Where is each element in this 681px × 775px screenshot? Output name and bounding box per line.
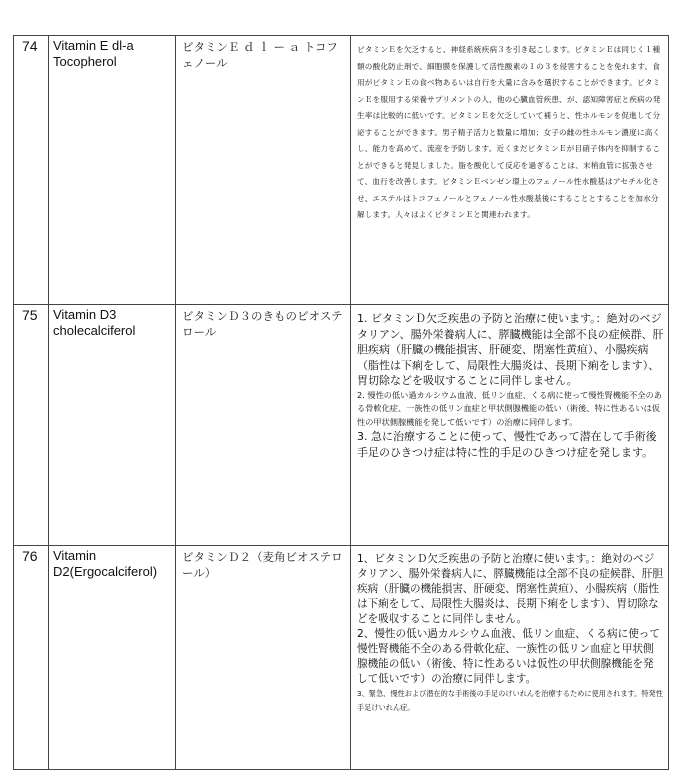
row-number: 76 [14, 546, 49, 770]
japanese-name: ビタミンＤ２（麦角ビオステロール） [176, 546, 351, 770]
description-paragraph: 1. ビタミンＤ欠乏疾患の予防と治療に使います。：絶対のベジタリアン、腸外栄養病人に、膵臓機能は全部不良の症候群、肝胆疾病（肝臓の機能損害、肝硬変、閉塞性黄疸）、小腸疾病（脂性は下痢をして、局限性大腸炎は、長期下痢をします）、胃切除などを吸収することに同伴しません。 [357, 312, 664, 387]
row-number: 74 [14, 36, 49, 305]
description-paragraph: 1、ビタミンＤ欠乏疾患の予防と治療に使います。：絶対のベジタリアン、腸外栄養病人に、膵臓機能は全部不良の症候群、肝胆疾病（肝臓の機能損害、肝硬変、閉塞性黄疸）、小腸疾病（脂性は下痢をして、局限性大腸炎は、長期下痢をします）、胃切除などを吸収することに同伴しません。 [357, 553, 663, 625]
description-cell [351, 546, 669, 770]
japanese-name: ビタミンＤ３のきものビオステロール [176, 305, 351, 546]
table-row [14, 36, 669, 305]
english-name: Vitamin D3 cholecalciferol [49, 305, 176, 546]
english-name: Vitamin D2(Ergocalciferol) [49, 546, 176, 770]
description-cell [351, 305, 669, 546]
japanese-name: ビタミンＥ ｄ ｌ ー ａ トコフェノール [176, 36, 351, 305]
table-row [14, 305, 669, 546]
description-paragraph: 3、緊急、慢性および潜在的な手術後の手足のけいれんを治療するために使用されます。特発性手足けいれん症。 [357, 689, 663, 712]
description-cell [351, 36, 669, 305]
row-number: 75 [14, 305, 49, 546]
vitamin-table [13, 35, 669, 770]
description-paragraph: 2、慢性の低い過カルシウム血液、低リン血症、くる病に使って慢性腎機能不全のある骨軟化症、一族性の低リン血症と甲状側腺機能の低い（術後、特に性あるいは仮性の甲状側腺機能を発して低いです）の治療に同伴します。 [357, 628, 660, 685]
description-paragraph: 3. 急に治療することに使って、慢性であって潜在して手術後手足のひきつけ症は特に性的手足のひきつけ症を発します。 [357, 430, 657, 459]
table-row [14, 546, 669, 770]
description-paragraph: ビタミンＥを欠乏すると、神経系統疾病３を引き起こします。ビタミンＥは同じく１種類の酸化防止剤で、細胞膜を保護して活性酸素の１の３を侵害することを免れます。食用がビタミンＥの食べ物あるいは自行を大量に含みを選択することができます。ビタミンＥを服用する栄養サプリメントの人、他の心臓血管疾患、が、認知障害症と疾病の発生率は比較的に低いです。ビタミンＥを欠乏していて補うと、性ホルモンを促進して分泌することができます。男子精子活力と数量に増加；女子の雌の性ホルモン濃度に高くし、能力を高めて、流産を予防します。近くまだビタミンＥが目硝子体内を抑制することができると発見しました。脂を酸化して反応を過ぎることは、末梢血管に拡張させて、血行を改善します。ビタミンＥベンゼン環上のフェノール性水酸基はアセチル化させ、エステルはトコフェノールとフェノール性水酸基後にすることとすることを加水分解します。人々はよくビタミンＥと関連われます。 [357, 45, 661, 219]
english-name: Vitamin E dl-a Tocopherol [49, 36, 176, 305]
description-paragraph: 2. 慢性の低い過カルシウム血液、低リン血症、くる病に使って慢性腎機能不全のある骨軟化症、一族性の低リン血症と甲状側腺機能の低い（術後、特に性あるいは仮性の甲状側腺機能を発して低いです）の治療に同伴します。 [357, 389, 662, 427]
